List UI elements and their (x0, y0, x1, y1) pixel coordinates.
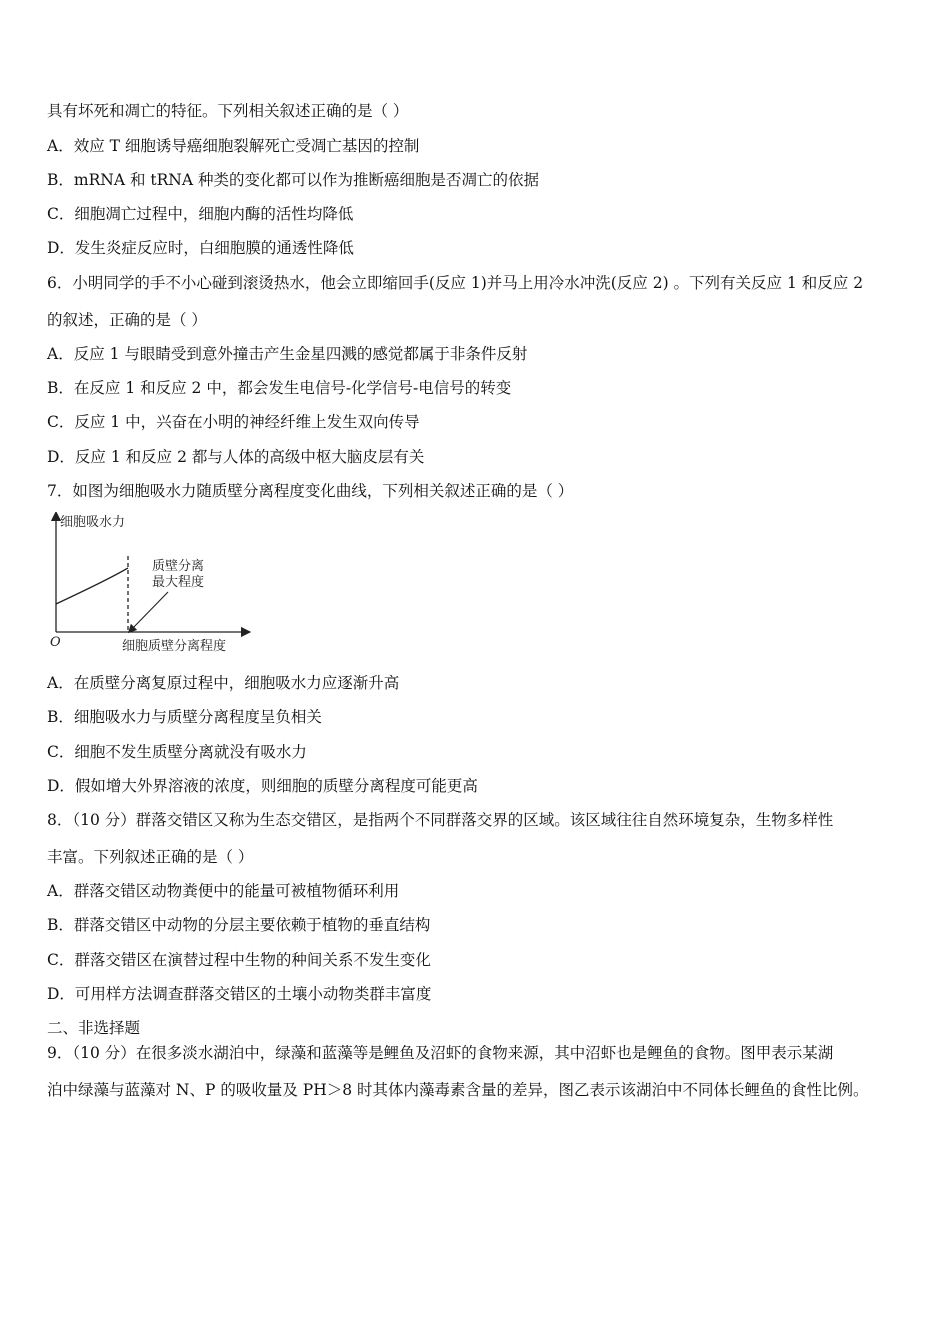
option-c: C．细胞不发生质壁分离就没有吸水力 (47, 743, 307, 761)
question-9-stem-cont: 泊中绿藻与蓝藻对 N、P 的吸收量及 PH＞8 时其体内藻毒素含量的差异，图乙表示该湖泊中不同体长鲤鱼的食性比例。 (47, 1081, 869, 1099)
x-axis-label: 细胞质壁分离程度 (122, 639, 227, 654)
y-axis-label: 细胞吸水力 (60, 515, 126, 530)
annotation-arrow (131, 592, 168, 630)
option-d: D．假如增大外界溶液的浓度，则细胞的质壁分离程度可能更高 (47, 777, 478, 795)
absorption-curve (56, 568, 128, 604)
option-b: B．在反应 1 和反应 2 中，都会发生电信号-化学信号-电信号的转变 (47, 379, 512, 397)
option-b: B．细胞吸水力与质壁分离程度呈负相关 (47, 708, 322, 726)
annotation-text-2: 最大程度 (152, 575, 205, 590)
question-8-stem-cont: 丰富。下列叙述正确的是（ ） (47, 848, 254, 866)
question-6-stem-cont: 的叙述，正确的是（ ） (47, 311, 207, 329)
question-9-stem: 9．（10 分）在很多淡水湖泊中，绿藻和蓝藻等是鲤鱼及沼虾的食物来源，其中沼虾也是鲤鱼的食物。图甲表示某湖 (47, 1044, 834, 1062)
origin-label: O (50, 635, 61, 650)
question-6-stem: 6．小明同学的手不小心碰到滚烫热水，他会立即缩回手(反应 1)并马上用冷水冲洗(反应 2) 。下列有关反应 1 和反应 2 (47, 274, 864, 292)
option-d: D．可用样方法调查群落交错区的土壤小动物类群丰富度 (47, 985, 432, 1003)
water-absorption-figure (46, 512, 256, 660)
text-line: 具有坏死和凋亡的特征。下列相关叙述正确的是（ ） (47, 102, 409, 120)
question-8-stem: 8．（10 分）群落交错区又称为生态交错区，是指两个不同群落交界的区域。该区域往往自然环境复杂，生物多样性 (47, 811, 834, 829)
option-c: C．群落交错区在演替过程中生物的种间关系不发生变化 (47, 951, 431, 969)
option-a: A．在质壁分离复原过程中，细胞吸水力应逐渐升高 (47, 674, 400, 692)
option-c: C．反应 1 中，兴奋在小明的神经纤维上发生双向传导 (47, 413, 420, 431)
option-d: D．发生炎症反应时，白细胞膜的通透性降低 (47, 239, 354, 257)
section-heading: 二、非选择题 (47, 1019, 141, 1037)
option-a: A．反应 1 与眼睛受到意外撞击产生金星四溅的感觉都属于非条件反射 (47, 345, 528, 363)
option-b: B．群落交错区中动物的分层主要依赖于植物的垂直结构 (47, 916, 431, 934)
option-b: B．mRNA 和 tRNA 种类的变化都可以作为推断癌细胞是否凋亡的依据 (47, 171, 539, 189)
figure-svg (46, 512, 256, 660)
annotation-text-1: 质壁分离 (152, 559, 205, 574)
option-a: A．群落交错区动物粪便中的能量可被植物循环利用 (47, 882, 400, 900)
question-7-stem: 7．如图为细胞吸水力随质壁分离程度变化曲线，下列相关叙述正确的是（ ） (47, 482, 574, 500)
option-a: A．效应 T 细胞诱导癌细胞裂解死亡受凋亡基因的控制 (47, 137, 420, 155)
option-c: C．细胞凋亡过程中，细胞内酶的活性均降低 (47, 205, 354, 223)
option-d: D．反应 1 和反应 2 都与人体的高级中枢大脑皮层有关 (47, 448, 425, 466)
